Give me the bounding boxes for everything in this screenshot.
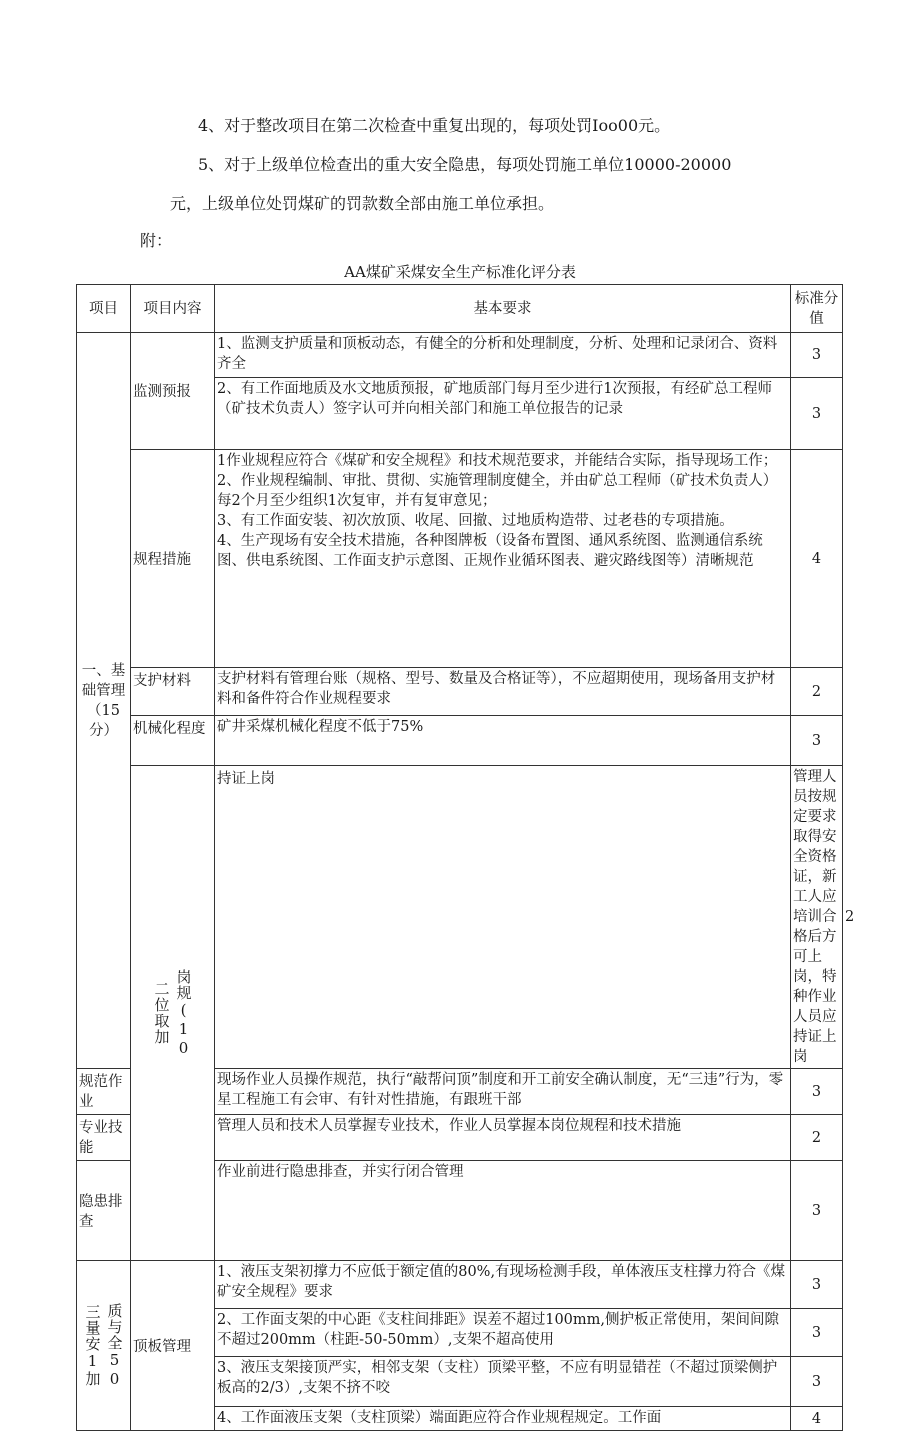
item-standard-operation: 规范作业: [77, 1069, 131, 1115]
requirement-list: [215, 450, 791, 668]
requirement-text: 2、工作面支架的中心距《支柱间排距》误差不超过100mm,侧护板正常使用，架间间隙不超过200mm（柱距-50-50mm）,支架不超高使用: [215, 1309, 791, 1357]
requirement-text: 3、液压支架接顶严实，相邻支架（支柱）顶梁平整，不应有明显错茬（不超过顶梁侧护板高的2/3）,支架不挤不咬: [215, 1357, 791, 1407]
score-table: [76, 284, 855, 1431]
requirement-text: 1、监测支护质量和顶板动态，有健全的分析和处理制度，分析、处理和记录闭合、资料齐全: [215, 333, 791, 378]
table-row: 二位取加 岗规(10 持证上岗 管理人员按规定要求取得安全资格证，新工人应培训合格后方可上岗，特种作业人员应持证上岗 2: [77, 766, 843, 1069]
score-value: 4: [791, 450, 843, 668]
header-content: 项目内容: [131, 285, 215, 333]
score-value: 3: [791, 1357, 843, 1407]
score-value: 3: [791, 1069, 843, 1115]
item-support-materials: 支护材料: [131, 668, 215, 716]
score-value: 3: [791, 1261, 843, 1309]
category-basic-management-label: 一、基础管理（15分）: [81, 662, 126, 739]
score-value: 3: [791, 378, 843, 450]
table-title: AA煤矿采煤安全生产标准化评分表: [344, 263, 576, 281]
paragraph-4: 4、对于整改项目在第二次检查中重复出现的，每项处罚Ioo00元。: [198, 116, 671, 135]
requirement-text: 2、有工作面地质及水文地质预报，矿地质部门每月至少进行1次预报，有经矿总工程师（矿技术负责人）签字认可并向相关部门和施工单位报告的记录: [215, 378, 791, 450]
requirement-text: 4、生产现场有安全技术措施，各种图牌板（设备布置图、通风系统图、监测通信系统图、供电系统图、工作面支护示意图、正规作业循环图表、避灾路线图等）清晰规范: [217, 533, 763, 569]
appendix-label: 附：: [140, 231, 173, 250]
score-value: 3: [791, 333, 843, 378]
category-quality-safety-col2: 质与全50: [105, 1302, 124, 1389]
requirement-text: 4、工作面液压支架（支柱顶梁）端面距应符合作业规程规定。工作面: [215, 1407, 791, 1431]
score-value: 3: [791, 1161, 843, 1261]
requirement-text: 现场作业人员操作规范，执行“敲帮问顶”制度和开工前安全确认制度，无“三违”行为，零星工程施工有会审、有针对性措施，有跟班干部: [215, 1069, 791, 1115]
paragraph-5: 5、对于上级单位检查出的重大安全隐患，每项处罚施工单位10000-20000: [198, 155, 732, 174]
table-row: [77, 668, 843, 716]
requirement-text: 3、有工作面安装、初次放顶、收尾、回撤、过地质构造带、过老巷的专项措施。: [217, 513, 734, 529]
requirement-text: 支护材料有管理台账（规格、型号、数量及合格证等），不应超期使用，现场备用支护材料和备件符合作业规程要求: [215, 668, 791, 716]
item-monitoring: 监测预报: [131, 333, 215, 450]
requirement-text: 管理人员按规定要求取得安全资格证，新工人应培训合格后方可上岗，特种作业人员应持证上岗: [791, 766, 843, 1069]
category-post-standards: [131, 766, 215, 1261]
category-basic-management: [77, 333, 131, 1069]
item-hazard-inspection: 隐患排查: [77, 1161, 131, 1261]
table-row: [77, 450, 843, 668]
table-header-row: [77, 285, 843, 333]
table-row: [77, 333, 843, 378]
score-value: 2: [791, 1115, 843, 1161]
score-value: 4: [791, 1407, 843, 1431]
item-regulations: 规程措施: [131, 450, 215, 668]
category-post-standards-col1: 二位取加: [152, 981, 171, 1045]
requirement-text: 作业前进行隐患排查，并实行闭合管理: [215, 1161, 791, 1261]
requirement-text: 管理人员和技术人员掌握专业技术，作业人员掌握本岗位规程和技术措施: [215, 1115, 791, 1161]
header-project: 项目: [77, 285, 131, 333]
score-value: 2: [791, 668, 843, 716]
score-value: 3: [791, 1309, 843, 1357]
category-quality-safety: [77, 1261, 131, 1431]
header-score: 标准分值: [791, 285, 843, 333]
requirement-text: 1、液压支架初撑力不应低于额定值的80%,有现场检测手段，单体液压支柱撑力符合《煤矿安全规程》要求: [215, 1261, 791, 1309]
requirement-text: 矿井采煤机械化程度不低于75%: [215, 716, 791, 766]
item-certified-posts: 持证上岗: [215, 766, 791, 1069]
item-mechanization: 机械化程度: [131, 716, 215, 766]
requirement-text: 1作业规程应符合《煤矿和安全规程》和技术规范要求，并能结合实际，指导现场工作；: [217, 453, 778, 469]
table-row: [77, 1261, 843, 1309]
item-professional-skills: 专业技能: [77, 1115, 131, 1161]
category-quality-safety-col1: 三量安1加: [83, 1304, 102, 1387]
category-post-standards-col2: 岗规(10: [174, 968, 193, 1058]
paragraph-5-continued: 元，上级单位处罚煤矿的罚款数全部由施工单位承担。: [170, 194, 555, 213]
item-roof-management: 顶板管理: [131, 1261, 215, 1431]
table-row: [77, 716, 843, 766]
score-value: 3: [791, 716, 843, 766]
requirement-text: 2、作业规程编制、审批、贯彻、实施管理制度健全，并由矿总工程师（矿技术负责人）每2个月至少组织1次复审，并有复审意见；: [217, 473, 778, 509]
header-requirement: 基本要求: [215, 285, 791, 333]
